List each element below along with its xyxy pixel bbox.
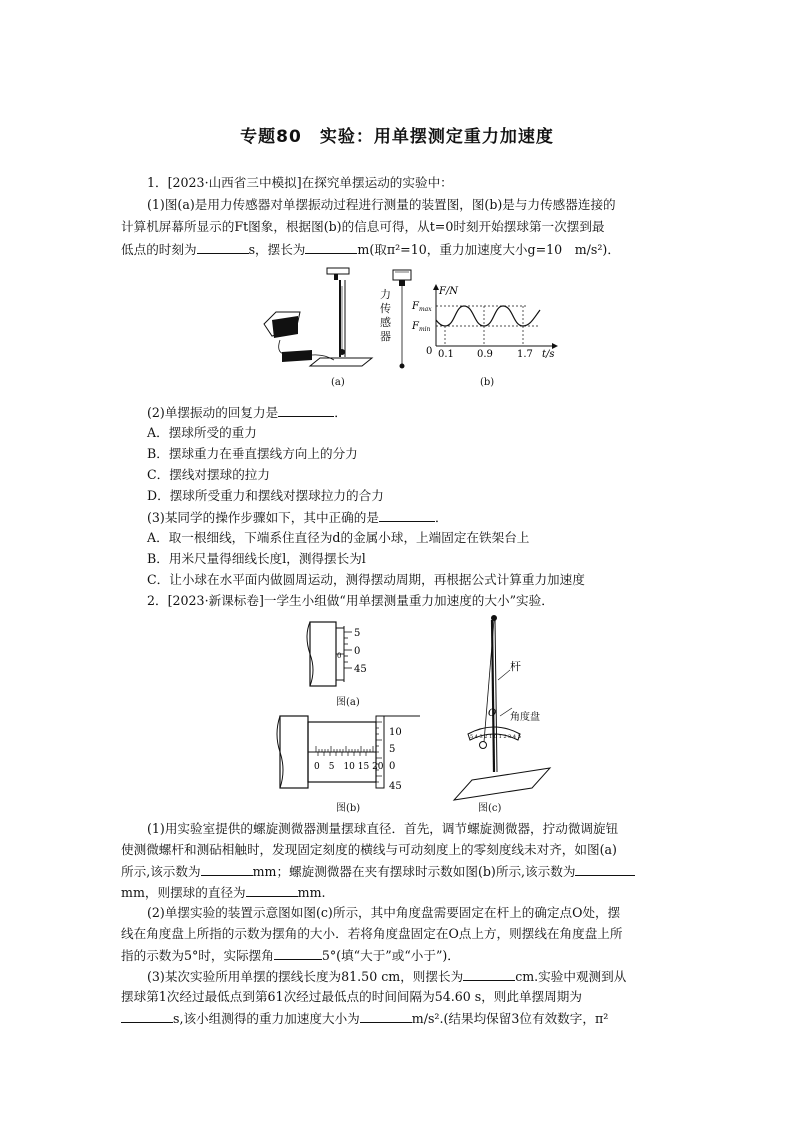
fmin-label: $F_{min}$ [412,321,431,333]
tick-label: 0.9 [477,349,493,360]
tick-label: 1.7 [517,349,533,360]
pendulum-dial-figure [450,612,560,802]
answer-blank[interactable] [246,883,298,897]
q2-p2-line2: 线在角度盘上所指的示数为摆角的大小．若将角度盘固定在O点上方，则摆线在角度盘上所 [121,926,623,941]
fig-c-label: 图(c) [478,803,502,814]
answer-blank[interactable] [201,862,253,876]
f-t-graph [408,282,558,362]
tick-label: 45 [389,781,402,792]
fig-b-label: (b) [480,377,495,388]
answer-blank[interactable] [121,1009,173,1023]
micrometer-zero-figure [302,618,382,690]
point-o-label: O [488,708,497,719]
y-axis-label: F/N [439,286,459,297]
answer-blank[interactable] [278,403,334,417]
answer-blank[interactable] [305,240,357,254]
answer-blank[interactable] [379,508,435,522]
tick-label: 0 [354,646,361,657]
q1-p1-line3: 低点的时刻为 s，摆长为 m(取π²=10，重力加速度大小g=10 m/s²)． [121,242,620,257]
q1-p1-line2: 计算机屏幕所显示的Ft图象，根据图(b)的信息可得，从t=0时刻开始摆球第一次摆到最 [121,219,605,234]
tick-label: 0 [389,761,396,772]
fmax-label: $F_{max}$ [412,301,432,313]
q2-p2-line3: 指的示数为5°时，实际摆角 5°(填“大于”或“小于”)． [121,948,460,963]
tick-label: 10 [389,727,402,738]
fig-b-label: 图(b) [336,803,361,814]
q1-p1-line1: (1)图(a)是用力传感器对单摆振动过程进行测量的装置图，图(b)是与力传感器连接的 [147,197,616,212]
q2-p3-line2: 摆球第1次经过最低点到第61次经过最低点的时间间隔为54.60 s，则此单摆周期为 [121,989,582,1004]
answer-blank[interactable] [463,967,515,981]
q1-p2-option: A．摆球所受的重力 [147,425,257,440]
q2-p3-line1: (3)某次实验所用单摆的摆线长度为81.50 cm，则摆长为 cm.实验中观测到从 [147,969,627,984]
tick-label: 0.1 [438,349,454,360]
tick-label: 45 [354,664,367,675]
q2-p1-line2: 使测微螺杆和测砧相触时，发现固定刻度的横线与可动刻度上的零刻度线未对齐，如图(a) [121,842,617,857]
fig-a-label: 图(a) [336,697,360,708]
q2-p1-line1: (1)用实验室提供的螺旋测微器测量摆球直径．首先，调节螺旋测微器，拧动微调旋钮 [147,821,619,836]
fig-a-label: (a) [331,377,345,388]
answer-blank[interactable] [575,862,635,876]
x-axis-label: t/s [542,349,555,360]
tick-label: 5 [389,744,396,755]
q2-p1-line4: mm，则摆球的直径为 mm. [121,885,326,900]
origin-label: 0 [426,346,433,357]
tick-label: 5 [354,628,361,639]
q1-p3-option: A．取一根细线，下端系住直径为d的金属小球，上端固定在铁架台上 [147,530,530,545]
answer-blank[interactable] [274,946,322,960]
dial-label: 角度盘 [510,712,540,723]
q1-p2-option: B．摆球重力在垂直摆线方向上的分力 [147,446,358,461]
main-scale-ticks [316,746,373,756]
sensor-label: 力 传 感 器 [380,288,391,343]
q2-p1-line3: 所示,该示数为 mm；螺旋测微器在夹有摆球时示数如图(b)所示,该示数为 [121,862,635,881]
dial-numbers: 5 4 3 2 1 0 1 2 3 4 5 [470,734,521,740]
micrometer-ball-figure [272,712,422,792]
q1-p3-option: B．用米尺量得细线长度l，测得摆长为l [147,551,366,566]
q2-p3-line3: s,该小组测得的重力加速度大小为 m/s².(结果均保留3位有效数字，π² [121,1009,608,1028]
q1-p3-option: C．让小球在水平面内做圆周运动，测得摆动周期，再根据公式计算重力加速度 [147,572,585,587]
answer-blank[interactable] [197,240,249,254]
page-title: 专题80 实验：用单摆测定重力加速度 [240,127,554,147]
q1-p3-stem: (3)某同学的操作步骤如下，其中正确的是 ． [147,510,448,525]
answer-blank[interactable] [360,1009,412,1023]
main-scale-label: 0 5 10 15 20 [314,762,384,772]
q1-p2-stem: (2)单摆振动的回复力是 ． [147,405,347,420]
q2-header: 2．[2023·新课标卷]一学生小组做“用单摆测量重力加速度的大小”实验． [147,593,554,608]
rod-label: 杆 [510,660,521,673]
q1-p2-option: D．摆球所受重力和摆线对摆球拉力的合力 [147,488,384,503]
q2-p2-line1: (2)单摆实验的装置示意图如图(c)所示，其中角度盘需要固定在杆上的确定点O处，摆 [147,905,621,920]
zero-mark: 0 [337,652,342,660]
pendulum-apparatus-figure [262,262,382,372]
q1-p2-option: C．摆线对摆球的拉力 [147,467,270,482]
q1-header: 1．[2023·山西省三中模拟]在探究单摆运动的实验中： [147,175,453,190]
